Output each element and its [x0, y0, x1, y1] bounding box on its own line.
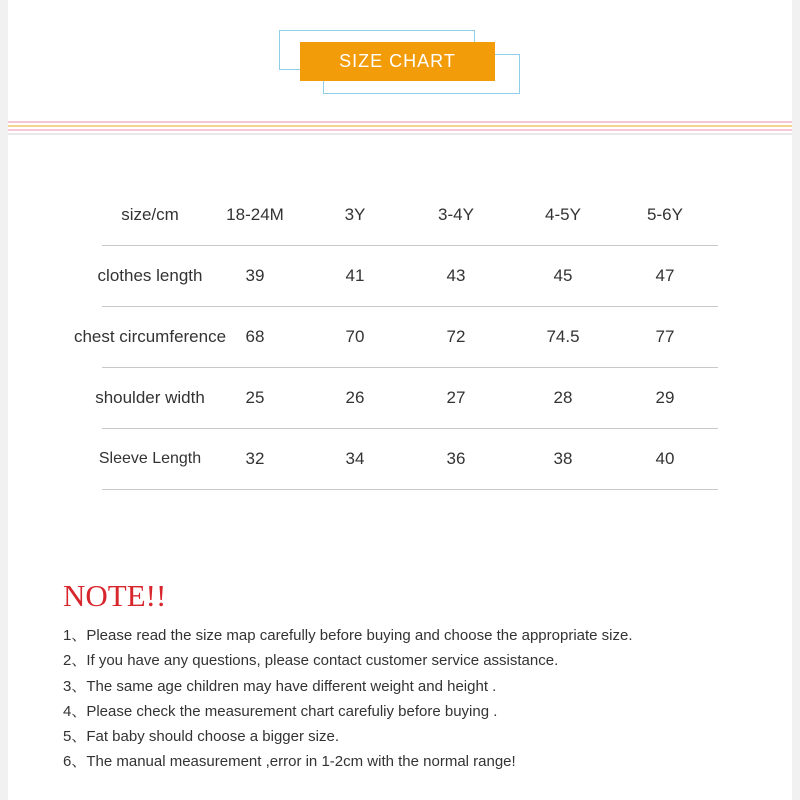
note-item: 5、Fat baby should choose a bigger size.: [63, 728, 339, 746]
table-cell: 39: [245, 266, 265, 285]
size-chart-header: [0, 0, 800, 110]
table-cell: 72: [446, 327, 466, 346]
header-size-18-24m: 18-24M: [226, 205, 284, 224]
table-cell: 28: [553, 388, 573, 407]
header-size-5-6y: 5-6Y: [647, 205, 683, 224]
table-cell: 29: [655, 388, 675, 407]
stripe-gray: [8, 133, 792, 135]
note-item: 6、The manual measurement ,error in 1-2cm with the normal range!: [63, 753, 516, 771]
table-row: [60, 307, 720, 368]
header-size-4-5y: 4-5Y: [545, 205, 581, 224]
table-cell: 68: [245, 327, 265, 346]
table-cell: 26: [345, 388, 365, 407]
stripe-yellow: [8, 125, 792, 127]
table-cell: 32: [245, 449, 265, 468]
table-cell: 77: [655, 327, 675, 346]
size-table: [60, 185, 720, 490]
note-heading: NOTE!!: [63, 578, 167, 613]
table-cell: 25: [245, 388, 265, 407]
table-cell: 34: [345, 449, 365, 468]
table-cell: 47: [655, 266, 675, 285]
row-label: shoulder width: [95, 388, 205, 407]
stripe-pink-2: [8, 129, 792, 131]
table-cell: 41: [345, 266, 365, 285]
header-size-3y: 3Y: [344, 205, 366, 224]
table-cell: 40: [655, 449, 675, 468]
header-size-unit: size/cm: [121, 205, 179, 224]
table-cell: 38: [553, 449, 573, 468]
row-divider: [102, 489, 718, 490]
decorative-stripes: [8, 121, 792, 137]
stripe-pink: [8, 121, 792, 123]
table-cell: 74.5: [546, 327, 580, 346]
table-cell: 36: [446, 449, 466, 468]
size-chart-title: SIZE CHART: [300, 42, 495, 81]
table-cell: 43: [446, 266, 466, 285]
note-item: 4、Please check the measurement chart carefuliy before buying .: [63, 702, 498, 720]
notes-list: [63, 623, 633, 775]
table-header-row: [60, 185, 720, 246]
header-size-3-4y: 3-4Y: [438, 205, 474, 224]
note-item: 1、Please read the size map carefully before buying and choose the appropriate size.: [63, 627, 633, 644]
table-row: [60, 368, 720, 429]
row-label: clothes length: [97, 266, 203, 285]
table-row: [60, 246, 720, 307]
table-cell: 27: [446, 388, 466, 407]
table-row: [60, 429, 720, 490]
row-label: Sleeve Length: [98, 450, 202, 467]
note-item: 3、The same age children may have different weight and height .: [63, 677, 497, 695]
table-cell: 70: [345, 327, 365, 346]
note-item: 2、If you have any questions, please contact customer service assistance.: [63, 652, 559, 670]
table-cell: 45: [553, 266, 573, 285]
row-label: chest circumference: [73, 327, 227, 346]
